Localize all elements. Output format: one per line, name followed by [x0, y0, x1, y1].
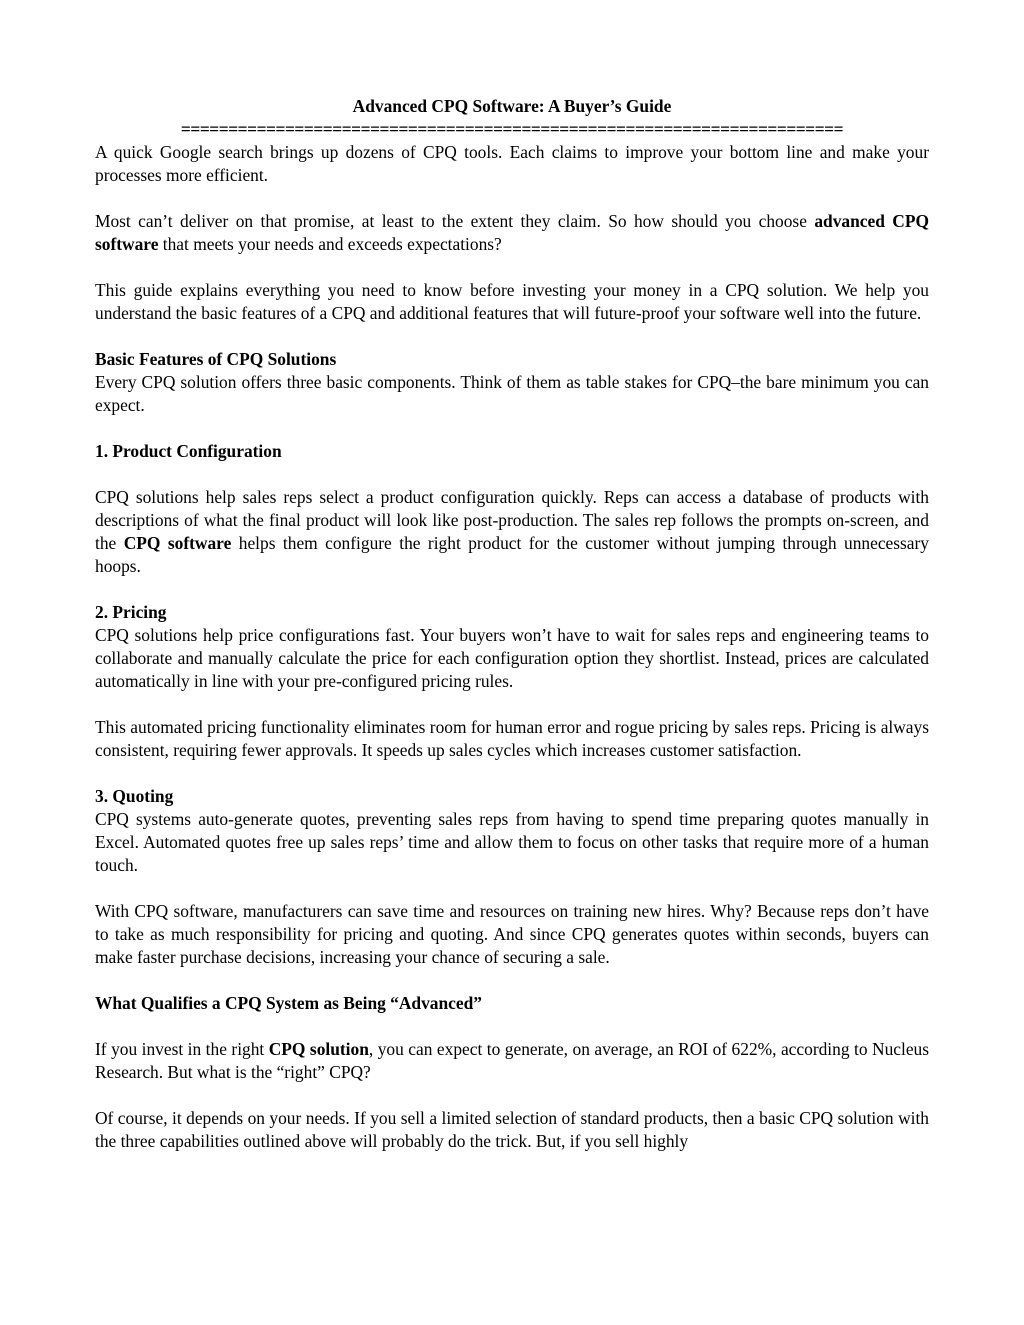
advanced-cpq-software-bold: advanced CPQ software — [95, 211, 929, 254]
promise-text-after: that meets your needs and exceeds expectations? — [158, 234, 502, 254]
quoting-paragraph: CPQ systems auto-generate quotes, preventing sales reps from having to spend time preparing quotes manually in Excel. Automated quotes free up sales reps’ time and allow them to focus on other tasks that require more of a human touch. — [95, 809, 929, 875]
promise-text-before: Most can’t deliver on that promise, at least to the extent they claim. So how should you choose — [95, 211, 815, 231]
basic-features-paragraph: Every CPQ solution offers three basic components. Think of them as table stakes for CPQ–the bare minimum you can expect. — [95, 372, 929, 415]
automated-pricing-paragraph: This automated pricing functionality eliminates room for human error and rogue pricing by sales reps. Pricing is always consistent, requiring fewer approvals. It speeds up sales cycles which increases customer satisfaction. — [95, 717, 929, 760]
quoting-heading: 3. Quoting — [95, 786, 174, 806]
config-text-before: CPQ solutions help sales reps select a product configuration quickly. Reps can access a database of products with descriptions of what the final product will look like post-production. The sales rep follows the prompts on-screen, and the — [95, 487, 929, 553]
config-text-after: helps them configure the right product for the customer without jumping through unnecessary hoops. — [95, 533, 930, 576]
roi-text-after: , you can expect to generate, on average, an ROI of 622%, according to Nucleus Research. But what is the “right” CPQ? — [95, 1039, 930, 1082]
basic-features-heading: Basic Features of CPQ Solutions — [95, 349, 337, 369]
document-title: Advanced CPQ Software: A Buyer’s Guide — [352, 96, 672, 116]
needs-paragraph: Of course, it depends on your needs. If you sell a limited selection of standard products, then a basic CPQ solution with the three capabilities outlined above will probably do the trick. But, if you sell highly — [95, 1108, 929, 1151]
pricing-paragraph: CPQ solutions help price configurations fast. Your buyers won’t have to wait for sales reps and engineering teams to collaborate and manually calculate the price for each configuration option they shortlist. Instead, prices are calculated automatically in line with your pre-configured pricing rules. — [95, 625, 929, 691]
advanced-cpq-heading: What Qualifies a CPQ System as Being “Advanced” — [95, 993, 482, 1013]
title-underline-rule: ====================================================================== — [180, 119, 844, 139]
product-configuration-paragraph — [95, 486, 929, 578]
intro-paragraph: A quick Google search brings up dozens of CPQ tools. Each claims to improve your bottom line and make your processes more efficient. — [95, 142, 929, 185]
pricing-heading: 2. Pricing — [95, 602, 167, 622]
guide-paragraph: This guide explains everything you need to know before investing your money in a CPQ solution. We help you understand the basic features of a CPQ and additional features that will future-proof your software well into the future. — [95, 280, 929, 323]
product-configuration-heading: 1. Product Configuration — [95, 441, 282, 461]
roi-paragraph — [95, 1038, 929, 1084]
roi-text-before: If you invest in the right — [95, 1039, 269, 1059]
cpq-software-bold: CPQ software — [123, 533, 232, 553]
document-page — [95, 95, 929, 1153]
cpq-solution-bold: CPQ solution — [268, 1039, 369, 1059]
promise-paragraph — [95, 210, 929, 256]
training-paragraph: With CPQ software, manufacturers can save time and resources on training new hires. Why? Because reps don’t have to take as much responsibility for pricing and quoting. And since CPQ generates quotes within seconds, buyers can make faster purchase decisions, increasing your chance of securing a sale. — [95, 901, 929, 967]
